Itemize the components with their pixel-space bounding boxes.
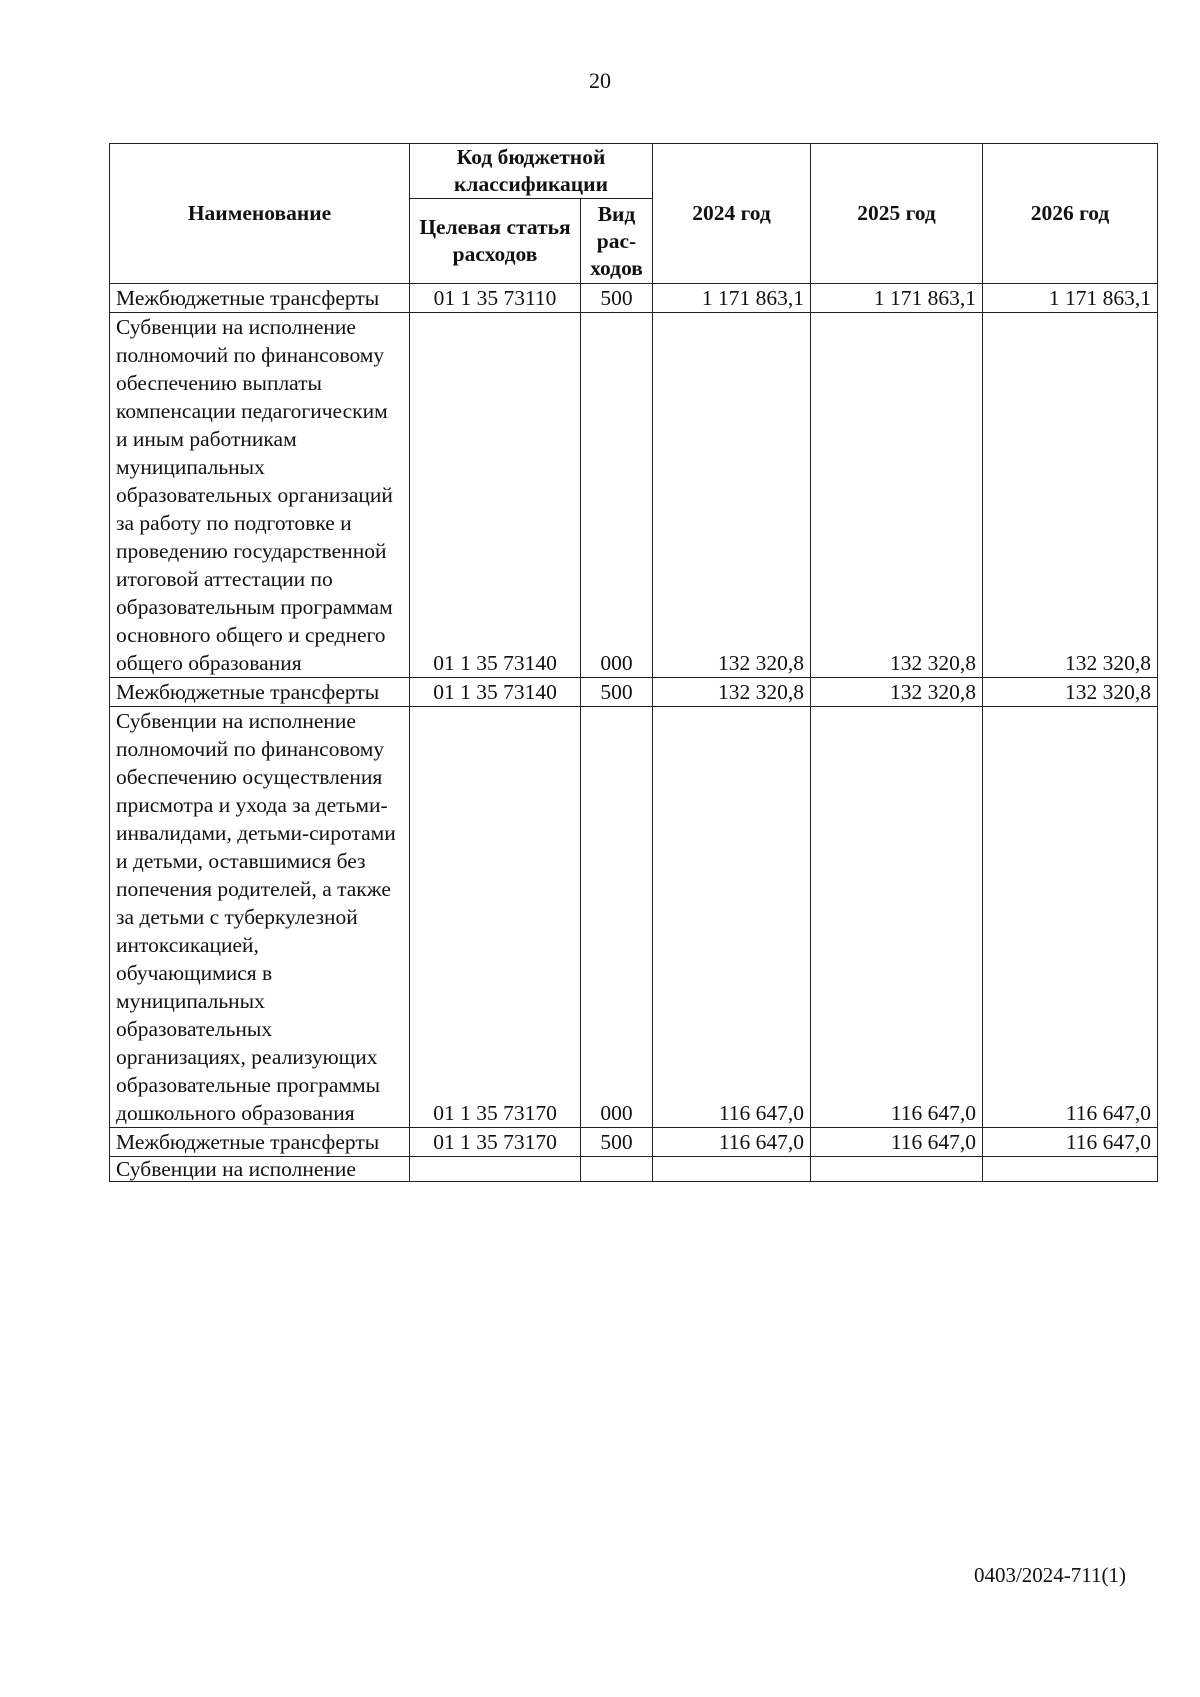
row-target-article: 01 1 35 73170 — [410, 707, 581, 1128]
row-amount-2026: 132 320,8 — [983, 678, 1158, 707]
header-year-2025: 2025 год — [811, 144, 983, 284]
row-amount-2024: 1 171 863,1 — [653, 284, 811, 313]
header-year-2026: 2026 год — [983, 144, 1158, 284]
row-target-article: 01 1 35 73140 — [410, 678, 581, 707]
row-target-article: 01 1 35 73140 — [410, 313, 581, 678]
row-amount-2024: 116 647,0 — [653, 1128, 811, 1157]
row-amount-2025: 1 171 863,1 — [811, 284, 983, 313]
table-row — [110, 313, 1158, 678]
row-amount-2026: 116 647,0 — [983, 707, 1158, 1128]
row-amount-2026 — [983, 1157, 1158, 1182]
document-code: 0403/2024-711(1) — [973, 1563, 1126, 1587]
table-header-row-1 — [110, 144, 1158, 199]
row-expense-type — [581, 1157, 653, 1182]
row-target-article — [410, 1157, 581, 1182]
header-target-article: Целевая статья расходов — [410, 199, 581, 284]
row-amount-2024: 116 647,0 — [653, 707, 811, 1128]
row-amount-2024: 132 320,8 — [653, 313, 811, 678]
table-row — [110, 1157, 1158, 1182]
row-name: Межбюджетные трансферты — [110, 1128, 410, 1157]
table-row — [110, 1128, 1158, 1157]
row-amount-2026: 132 320,8 — [983, 313, 1158, 678]
table-row — [110, 678, 1158, 707]
budget-table — [109, 143, 1158, 1182]
row-amount-2025: 132 320,8 — [811, 678, 983, 707]
row-target-article: 01 1 35 73170 — [410, 1128, 581, 1157]
header-year-2024: 2024 год — [653, 144, 811, 284]
header-code-group: Код бюджетной классификации — [410, 144, 653, 199]
row-amount-2025 — [811, 1157, 983, 1182]
row-expense-type: 500 — [581, 678, 653, 707]
header-name: Наименование — [110, 144, 410, 284]
row-amount-2026: 1 171 863,1 — [983, 284, 1158, 313]
row-amount-2025: 116 647,0 — [811, 1128, 983, 1157]
row-expense-type: 500 — [581, 1128, 653, 1157]
page-number: 20 — [589, 68, 611, 93]
row-name: Субвенции на исполнение — [110, 1157, 410, 1182]
row-name: Межбюджетные трансферты — [110, 678, 410, 707]
row-name: Субвенции на исполнение полномочий по финансовому обеспечению выплаты компенсации педагогическим и иным работникам муниципальных образовательных организаций за работу по подготовке и проведению государственной итоговой аттестации по образовательным программам основного общего и среднего общего образования — [110, 313, 410, 678]
row-amount-2025: 132 320,8 — [811, 313, 983, 678]
table-row — [110, 284, 1158, 313]
row-expense-type: 000 — [581, 707, 653, 1128]
table-row — [110, 707, 1158, 1128]
row-name: Субвенции на исполнение полномочий по финансовому обеспечению осуществления присмотра и ухода за детьми-инвалидами, детьми-сиротами и детьми, оставшимися без попечения родителей, а также за детьми с туберкулезной интоксикацией, обучающимися в муниципальных образовательных организациях, реализующих образовательные программы дошкольного образования — [110, 707, 410, 1128]
row-expense-type: 500 — [581, 284, 653, 313]
row-expense-type: 000 — [581, 313, 653, 678]
row-amount-2024: 132 320,8 — [653, 678, 811, 707]
row-amount-2025: 116 647,0 — [811, 707, 983, 1128]
row-amount-2024 — [653, 1157, 811, 1182]
row-amount-2026: 116 647,0 — [983, 1128, 1158, 1157]
row-name: Межбюджетные трансферты — [110, 284, 410, 313]
row-target-article: 01 1 35 73110 — [410, 284, 581, 313]
header-expense-type: Вид рас-ходов — [581, 199, 653, 284]
